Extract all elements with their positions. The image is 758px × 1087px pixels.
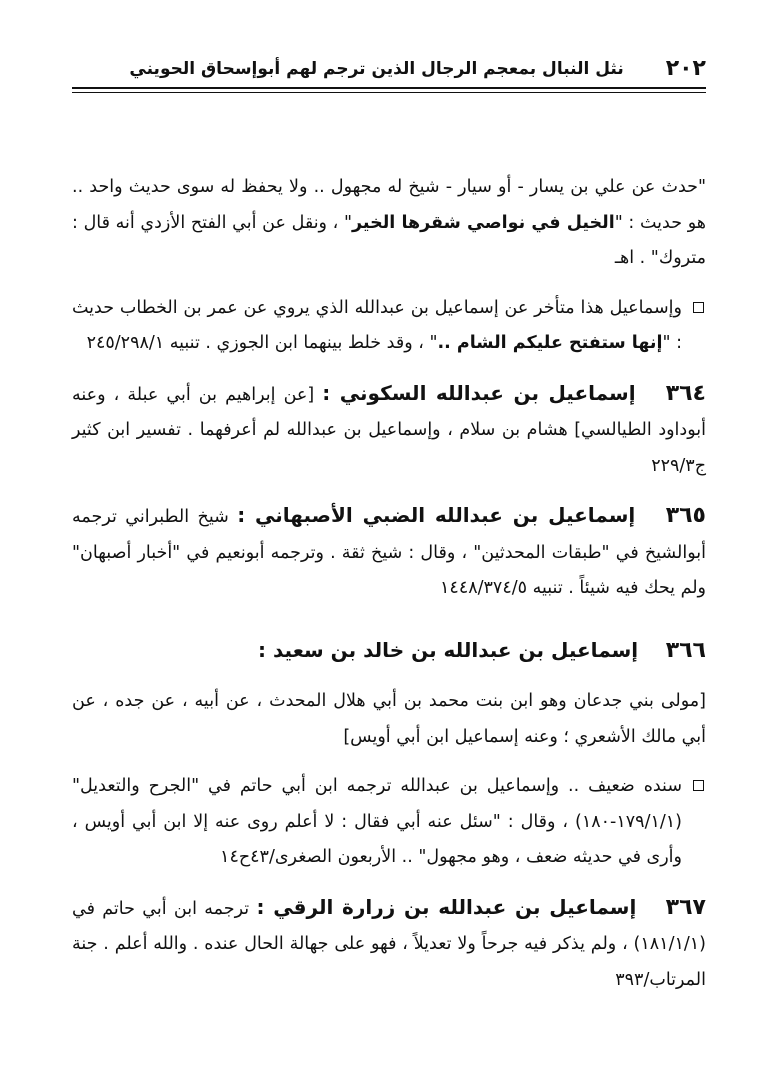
entry-text: ترجمه ابن أبي حاتم في (١٨١/١/١) ، ولم يذكر فيه جرحاً ولا تعديلاً ، فهو على جهالة الحال عنده . والله أعلم . جنة المرتاب/٣٩٣ — [72, 898, 706, 990]
note-paragraph-1 — [72, 291, 706, 362]
note1-hadith-bold: إنها ستفتح عليكم الشام .. — [437, 333, 663, 353]
entry-364 — [72, 376, 706, 485]
entry-366-text: [مولى بني جدعان وهو ابن بنت محمد بن أبي هلال المحدث ، عن أبيه ، عن جده ، عن أبي مالك الأشعري ؛ وعنه إسماعيل ابن أبي أويس] — [72, 691, 706, 747]
entry-number: ٣٦٦ — [665, 637, 706, 663]
note1-text-1: وإسماعيل هذا متأخر عن إسماعيل بن عبدالله الذي يروي عن عمر بن الخطاب حديث : " — [72, 297, 682, 353]
running-title: نثل النبال بمعجم الرجال الذين ترجم لهم أبوإسحاق الحويني — [129, 59, 624, 79]
quote-text-1: "حدث عن علي بن يسار - أو سيار - شيخ له مجهول .. ولا يحفظ له سوى حديث واحد .. هو حديث : " — [72, 177, 706, 233]
page-header — [70, 48, 706, 84]
note2-text: سنده ضعيف .. وإسماعيل بن عبدالله ترجمه ابن أبي حاتم في "الجرح والتعديل" (١٧٩/١/١-١٨٠) ، وقال : "سئل عنه أبي فقال : لا أعلم روى عنه إلا ابن أبي أويس ، وأرى في حديثه ضعف ، وهو مجهول" .. الأربعون الصغرى/٤٣ح١٤ — [72, 776, 682, 867]
entry-number: ٣٦٧ — [665, 894, 706, 920]
page-body — [72, 170, 706, 998]
header-rule-thin — [72, 92, 706, 93]
entry-366-heading — [72, 633, 706, 671]
entry-365 — [72, 498, 706, 607]
note-paragraph-2 — [72, 769, 706, 876]
note1-text-2: " ، وقد خلط بينهما ابن الجوزي . تنبيه ٢٤٥/٢٩٨/١ — [86, 333, 438, 353]
entry-heading: إسماعيل بن عبدالله بن زرارة الرقي : — [256, 894, 637, 919]
entry-text: شيخ الطبراني ترجمه أبوالشيخ في "طبقات المحدثين" ، وقال : شيخ ثقة . وترجمه أبونعيم في "أخبار أصبهان" ولم يحك فيه شيئاً . تنبيه ١٤٤٨/٣٧٤/٥ — [72, 507, 706, 598]
quoted-paragraph — [72, 170, 706, 277]
entry-number: ٣٦٤ — [665, 380, 706, 406]
entry-heading: إسماعيل بن عبدالله السكوني : — [322, 380, 636, 405]
entry-text: [عن إبراهيم بن أبي عبلة ، وعنه أبوداود الطيالسي] هشام بن سلام ، وإسماعيل بن عبدالله لم أعرفهما . تفسير ابن كثير ج٢٢٩/٣ — [72, 384, 706, 476]
entry-367 — [72, 890, 706, 999]
square-bullet-icon — [693, 780, 704, 791]
square-bullet-icon — [693, 302, 704, 313]
entry-heading: إسماعيل بن عبدالله الضبي الأصبهاني : — [237, 503, 636, 527]
entry-heading: إسماعيل بن عبدالله بن خالد بن سعيد : — [258, 637, 639, 662]
quote-text-2: " ، ونقل عن أبي الفتح الأزدي أنه قال : متروك" . اهـ — [72, 212, 706, 268]
header-rule-thick — [72, 87, 706, 89]
quote-hadith-bold: الخيل في نواصي شقرها الخير — [352, 212, 615, 233]
page-number: ٢٠٢ — [665, 56, 706, 81]
entry-number: ٣٦٥ — [665, 503, 706, 528]
